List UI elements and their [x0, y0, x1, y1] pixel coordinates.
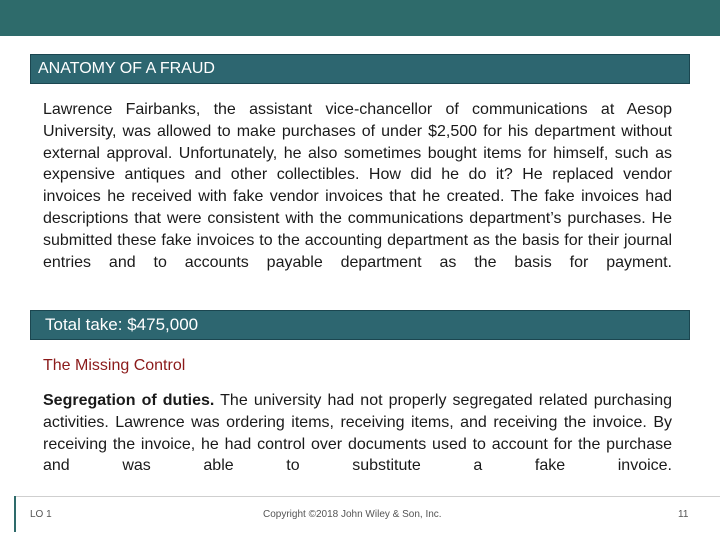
page-number: 11 — [678, 509, 689, 520]
total-take-label: Total take: $475,000 — [45, 315, 199, 334]
footer-divider — [14, 496, 720, 497]
total-take-banner — [30, 310, 690, 340]
story-paragraph: Lawrence Fairbanks, the assistant vice-chancellor of communications at Aesop University, was allowed to make purchases of under $2,500 for his department without external approval. Unfortunately, he also sometimes bought items for himself, such as expensive antiques and other collectibles. How did he do it? He replaced vendor invoices he received with fake vendor invoices that he created. The fake invoices had descriptions that were consistent with the communications department’s purchases. He submitted these fake invoices to the accounting department as the basis for their journal entries and to accounts payable department as the basis for payment. — [43, 101, 672, 271]
missing-control-heading: The Missing Control — [43, 357, 186, 374]
footer-accent-bar — [14, 496, 16, 532]
page-title: ANATOMY OF A FRAUD — [38, 60, 215, 77]
top-bar — [0, 0, 720, 36]
learning-objective-label: LO 1 — [30, 509, 52, 520]
missing-control-paragraph — [43, 390, 672, 477]
segregation-term: Segregation of duties. — [43, 392, 215, 409]
missing-control-text: The university had not properly segregated related purchasing activities. Lawrence was ordering items, receiving items, and receiving the invoice. By receiving the invoice, he had control over documents used to account for the purchase and was able to substitute a fake invoice. — [43, 392, 672, 475]
title-banner — [30, 54, 690, 84]
copyright-notice: Copyright ©2018 John Wiley & Son, Inc. — [263, 509, 442, 520]
